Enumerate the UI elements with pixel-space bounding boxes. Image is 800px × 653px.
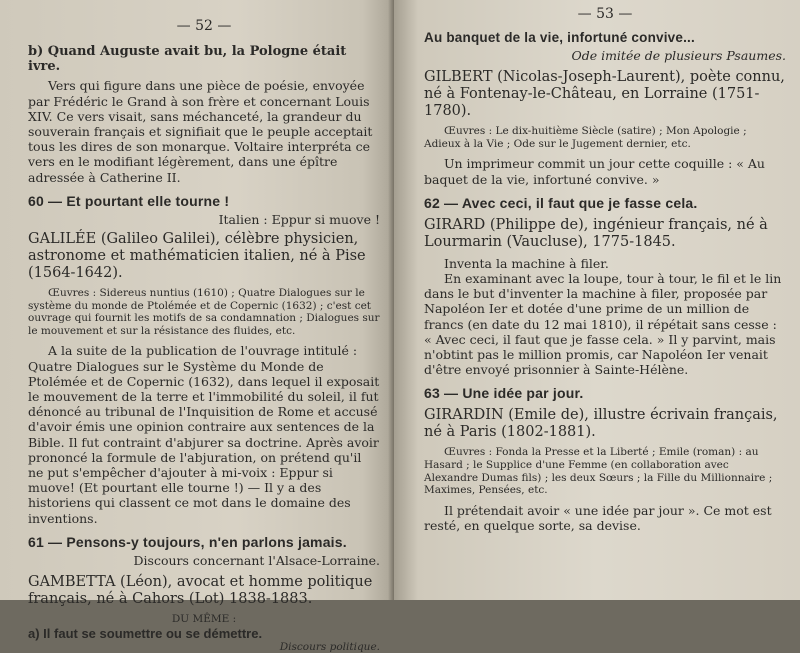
quote-61-attribution: Discours concernant l'Alsace-Lorraine.: [133, 552, 380, 568]
quote-60-attribution: Italien : Eppur si muove !: [218, 211, 380, 227]
quote-63-heading: 63 — Une idée par jour.: [424, 385, 584, 402]
quote-61-a-attribution: Discours politique.: [279, 640, 380, 653]
right-page: [394, 0, 800, 600]
quote-60-works: Œuvres : Sidereus nuntius (1610) ; Quatre Dialogues sur le système du monde de Ptolémée et de Copernic (1632) ; c'est cet ouvrage qui fournit les motifs de sa condamnation ; Dialogues sur le mouvement et sur la résistance des fluides, etc.: [28, 287, 380, 337]
quote-62-heading: 62 — Avec ceci, il faut que je fasse cela.: [424, 194, 698, 211]
quote-60-body: A la suite de la publication de l'ouvrage intitulé : Quatre Dialogues sur le Système du Monde de Ptolémée et de Copernic (1632), dans lequel il exposait le mouvement de la terre et l'immobilité du soleil, il fut dénoncé au tribunal de l'Inquisition de Rome et accusé d'avoir émis une opinion contraire aux sentences de la Bible. Il fut contraint d'abjurer sa doctrine. Après avoir prononcé la formule de l'abjuration, on prétend qu'il ne put s'empêcher d'ajouter à mi-voix : Eppur si muove! (Et pourtant elle tourne !) — Il y a des historiens qui classent ce mot dans le domaine des inventions.: [28, 343, 380, 526]
page-number-left: — 52 —: [176, 18, 232, 34]
left-page: [0, 0, 394, 653]
gilbert-works: Œuvres : Le dix-huitième Siècle (satire) ; Mon Apologie ; Adieux à la Vie ; Ode sur le Jugement dernier, etc.: [424, 125, 747, 150]
quote-62-body-2: En examinant avec la loupe, tour à tour, le fil et le lin dans le but d'inventer la machine à filer, proposée par Napoléon Ier et dotée d'une prime de un million de francs (en date du 12 mai 1810), il répétait sans cesse : « Avec ceci, il faut que je fasse cela. » Il y parvint, mais n'obtint pas le million promis, car Napoléon Ier venait d'être envoyé prisonnier à Sainte-Hélène.: [424, 271, 782, 378]
quote-b-explanation: Vers qui figure dans une pièce de poésie, envoyée par Frédéric le Grand à son frère et concernant Louis XIV. Ce vers visait, sans méchanceté, la grandeur du souverain français et signifiait que le peuple acceptait tous les dires de son monarque. Voltaire interpréta ce vers en le modifiant légèrement, dans une épître adressée à Catherine II.: [28, 78, 373, 185]
quote-63-works: Œuvres : Fonda la Presse et la Liberté ; Emile (roman) : au Hasard ; le Supplice d'une Femme (en collaboration avec Alexandre Dumas fils) ; les deux Sœurs ; la Fille du Millionnaire ; Maximes, Pensées, etc.: [424, 446, 773, 497]
quote-62-body-1: Inventa la machine à filer.: [444, 255, 609, 271]
quote-63-author: GIRARDIN (Emile de), illustre écrivain français, né à Paris (1802-1881).: [424, 407, 778, 441]
gilbert-author: GILBERT (Nicolas-Joseph-Laurent), poète connu, né à Fontenay-le-Château, en Lorraine (1751-1780).: [424, 69, 785, 120]
quote-62-author: GIRARD (Philippe de), ingénieur français, né à Lourmarin (Vaucluse), 1775-1845.: [424, 216, 768, 250]
quote-61-du-meme: DU MÊME :: [171, 613, 237, 626]
quote-61-a-line: a) Il faut se soumettre ou se démettre.: [28, 625, 263, 641]
quote-60-heading: 60 — Et pourtant elle tourne !: [28, 192, 230, 209]
gilbert-body: Un imprimeur commit un jour cette coquille : « Au baquet de la vie, infortuné convive. »: [424, 156, 765, 187]
quote-61-author: GAMBETTA (Léon), avocat et homme politique français, né à Cahors (Lot) 1838-1883.: [28, 574, 373, 608]
quote-60-author: GALILÉE (Galileo Galilei), célèbre physicien, astronome et mathématicien italien, né à Pise (1564-1642).: [28, 231, 366, 282]
gilbert-attribution: Ode imitée de plusieurs Psaumes.: [571, 48, 786, 63]
quote-63-body: Il prétendait avoir « une idée par jour ». Ce mot est resté, en quelque sorte, sa devise.: [424, 502, 772, 533]
page-number-right: — 53 —: [577, 6, 633, 22]
gilbert-quote-line: Au banquet de la vie, infortuné convive...: [424, 30, 695, 45]
quote-b-line: b) Quand Auguste avait bu, la Pologne était ivre.: [28, 44, 347, 75]
quote-61-heading: 61 — Pensons-y toujours, n'en parlons jamais.: [28, 533, 347, 550]
